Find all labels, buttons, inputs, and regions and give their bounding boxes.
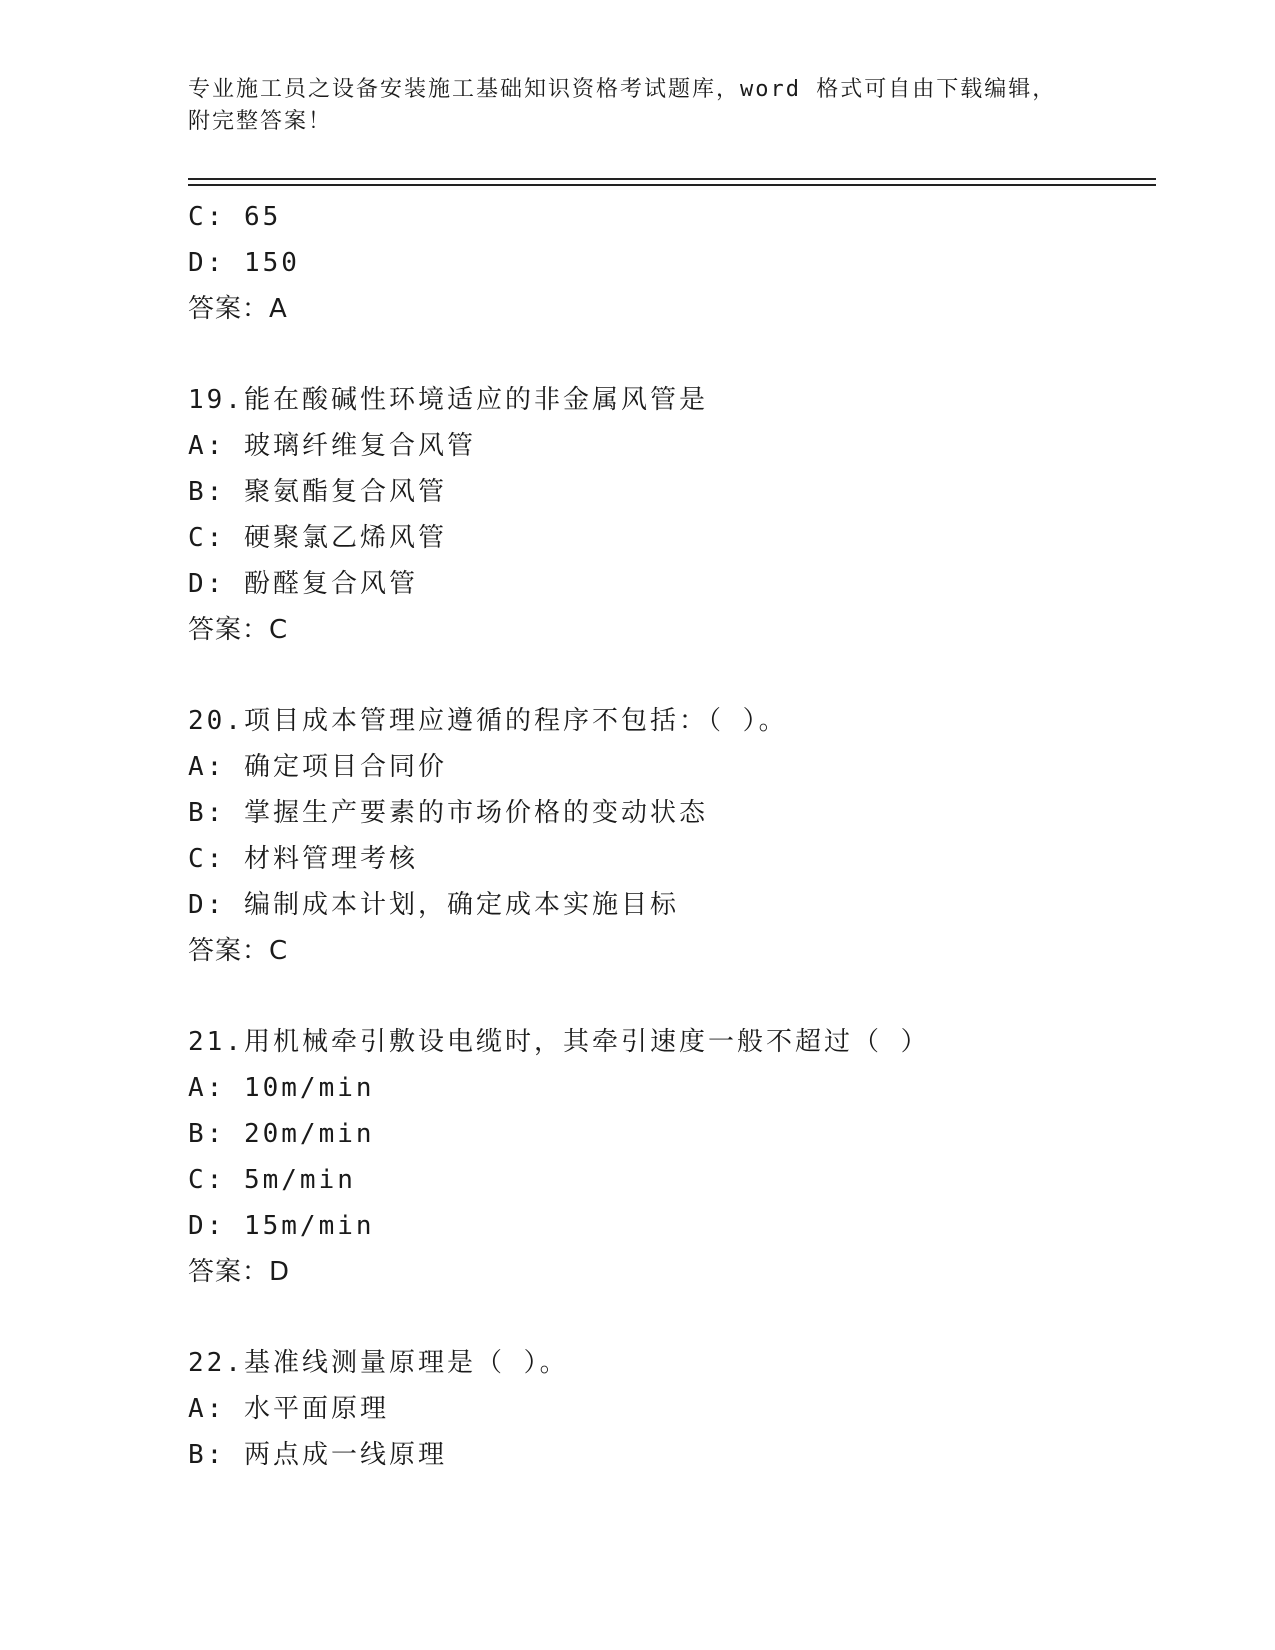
answer: 答案：A [188, 294, 288, 324]
spacer [188, 332, 1156, 377]
question-stem: 22.基准线测量原理是（ ）。 [188, 1348, 569, 1378]
option-b: B: 两点成一线原理 [188, 1440, 447, 1470]
question-list [188, 194, 1156, 1478]
spacer [188, 974, 1156, 1019]
option-b: B: 聚氨酯复合风管 [188, 477, 447, 507]
header-divider-top [188, 178, 1156, 180]
header-line-2: 附完整答案！ [188, 109, 333, 134]
option-a: A: 10m/min [188, 1073, 375, 1103]
question-stem: 20.项目成本管理应遵循的程序不包括：（ ）。 [188, 706, 788, 736]
answer: 答案：C [188, 936, 289, 966]
header-divider-bottom [188, 184, 1156, 186]
option-d: D: 编制成本计划，确定成本实施目标 [188, 890, 679, 920]
option-b: B: 20m/min [188, 1119, 375, 1149]
option-c: C: 材料管理考核 [188, 844, 418, 874]
option-a: A: 水平面原理 [188, 1394, 389, 1424]
question-21 [188, 1019, 1156, 1295]
question-18-tail [188, 194, 1156, 332]
option-d: D: 酚醛复合风管 [188, 569, 418, 599]
answer: 答案：D [188, 1257, 291, 1287]
spacer [188, 1295, 1156, 1340]
answer: 答案：C [188, 615, 289, 645]
spacer [188, 653, 1156, 698]
option-c: C: 硬聚氯乙烯风管 [188, 523, 447, 553]
question-22 [188, 1340, 1156, 1478]
question-20 [188, 698, 1156, 974]
option-d: D: 15m/min [188, 1211, 375, 1241]
option-c: C: 65 [188, 202, 282, 232]
document-header [188, 74, 1068, 138]
option-a: A: 玻璃纤维复合风管 [188, 431, 476, 461]
question-stem: 19.能在酸碱性环境适应的非金属风管是 [188, 385, 708, 415]
option-a: A: 确定项目合同价 [188, 752, 447, 782]
option-b: B: 掌握生产要素的市场价格的变动状态 [188, 798, 708, 828]
question-stem: 21.用机械牵引敷设电缆时，其牵引速度一般不超过（ ） [188, 1027, 930, 1057]
option-d: D: 150 [188, 248, 300, 278]
option-c: C: 5m/min [188, 1165, 356, 1195]
question-19 [188, 377, 1156, 653]
header-line-1: 专业施工员之设备安装施工基础知识资格考试题库，word 格式可自由下载编辑， [188, 77, 1057, 102]
